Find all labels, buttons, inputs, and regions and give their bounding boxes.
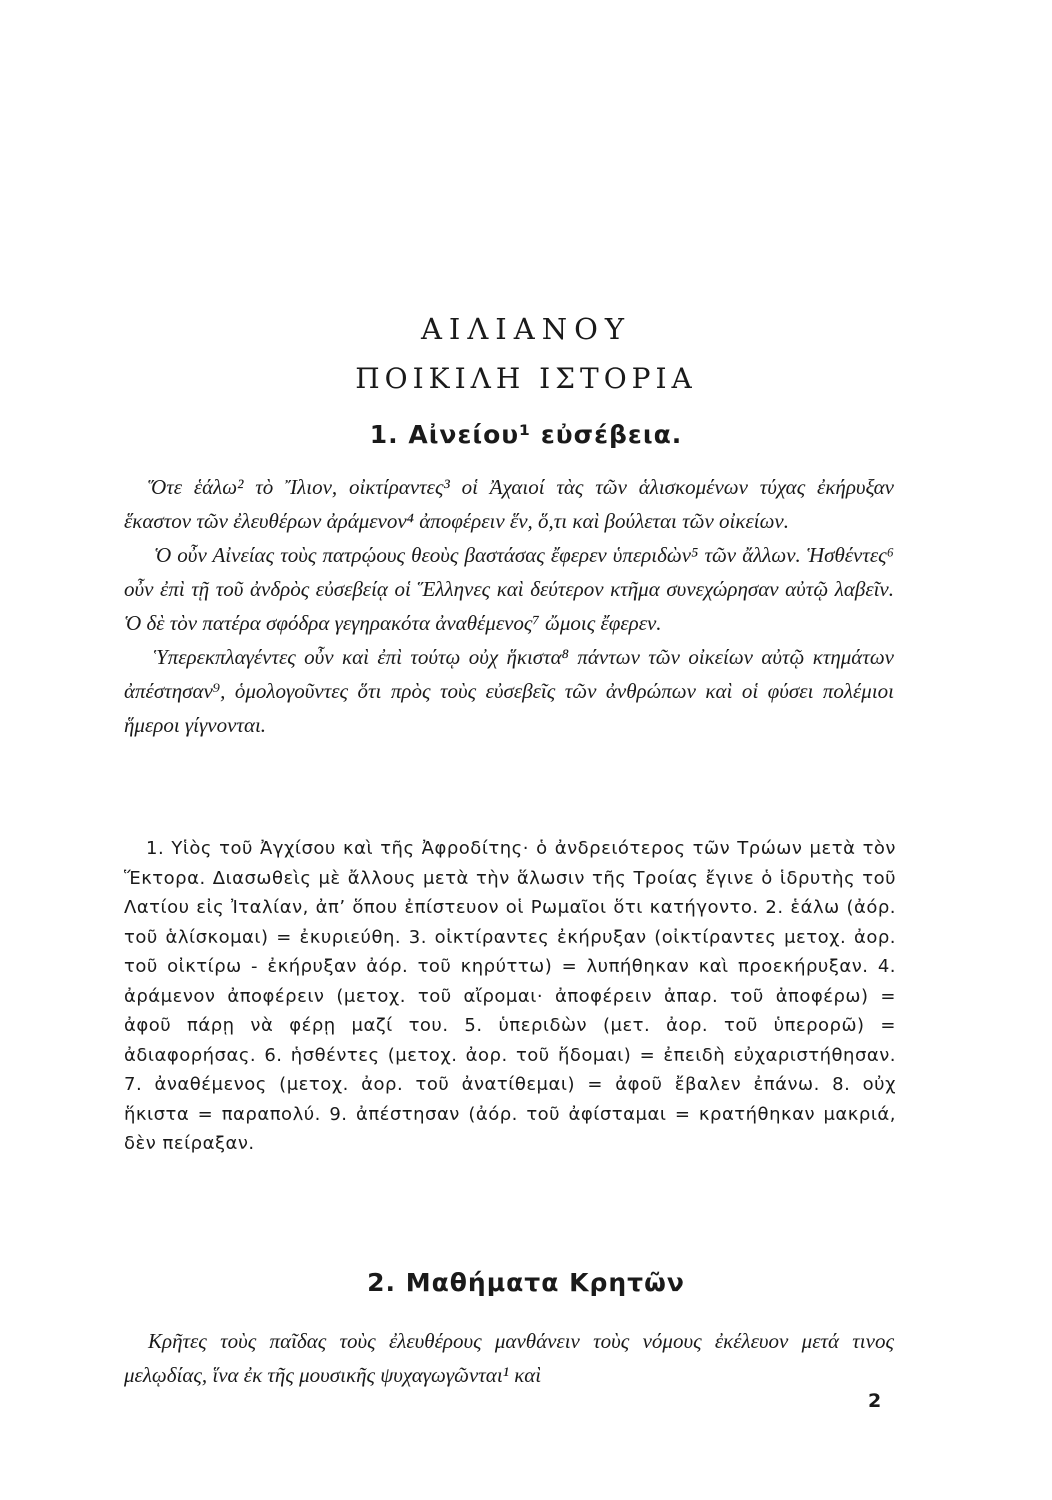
paragraph: Ὁ οὖν Αἰνείας τοὺς πατρῴους θεοὺς βαστάσας ἔφερεν ὑπεριδὼν⁵ τῶν ἄλλων. Ἡσθέντες⁶ οὖν ἐπὶ τῇ τοῦ ἀνδρὸς εὐσεβείᾳ οἱ Ἕλληνες καὶ δεύτερον κτῆμα συνεχώρησαν αὐτῷ λαβεῖν. Ὁ δὲ τὸν πατέρα σφόδρα γεγηρακότα ἀναθέμενος⁷ ὤμοις ἔφερεν.	[124, 543, 894, 635]
paragraph: Ὑπερεκπλαγέντες οὖν καὶ ἐπὶ τούτῳ οὐχ ἥκιστα⁸ πάντων τῶν οἰκείων αὐτῷ κτημάτων ἀπέστησαν⁹, ὁμολογοῦντες ὅτι πρὸς τοὺς εὐσεβεῖς τῶν ἀνθρώπων καὶ οἱ φύσει πολέμιοι ἥμεροι γίγνονται.	[124, 645, 894, 737]
page-number: 2	[868, 1390, 882, 1412]
notes-paragraph: 1. Υἱὸς τοῦ Ἀγχίσου καὶ τῆς Ἀφροδίτης· ὁ ἀνδρειότερος τῶν Τρώων μετὰ τὸν Ἕκτορα. Διασωθεὶς μὲ ἄλλους μετὰ τὴν ἅλωσιν τῆς Τροίας ἔγινε ὁ ἱδρυτὴς τοῦ Λατίου εἰς Ἰταλίαν, ἀπ’ ὅπου ἐπίστευον οἱ Ρωμαῖοι ὅτι κατήγοντο. 2. ἑάλω (ἀόρ. τοῦ ἁλίσκομαι) = ἐκυριεύθη. 3. οἰκτίραντες ἐκήρυξαν (οἰκτίραντες μετοχ. ἀορ. τοῦ οἰκτίρω - ἐκήρυξαν ἀόρ. τοῦ κηρύττω) = λυπήθηκαν καὶ προεκήρυξαν. 4. ἀράμενον ἀποφέρειν (μετοχ. τοῦ αἴρομαι· ἀποφέρειν ἀπαρ. τοῦ ἀποφέρω) = ἀφοῦ πάρῃ νὰ φέρῃ μαζί του. 5. ὑπεριδὼν (μετ. ἀορ. τοῦ ὑπερορῶ) = ἀδιαφορήσας. 6. ἡσθέντες (μετοχ. ἀορ. τοῦ ἥδομαι) = ἐπειδὴ εὐχαριστήθησαν. 7. ἀναθέμενος (μετοχ. ἀορ. τοῦ ἀνατίθεμαι) = ἀφοῦ ἔβαλεν ἐπάνω. 8. οὐχ ἥκιστα = παραπολύ. 9. ἀπέστησαν (ἀόρ. τοῦ ἀφίσταμαι = κρατήθηκαν μακριά, δὲν πείραξαν.	[124, 838, 896, 1154]
paragraph: Ὅτε ἑάλω² τὸ Ἴλιον, οἰκτίραντες³ οἱ Ἀχαιοί τὰς τῶν ἁλισκομένων τύχας ἐκήρυξαν ἕκαστον τῶν ἐλευθέρων ἀράμενον⁴ ἀποφέρειν ἕν, ὅ,τι καὶ βούλεται τῶν οἰκείων.	[124, 475, 894, 533]
chapter-1-title: 1. Αἰνείου¹ εὐσέβεια.	[369, 420, 683, 449]
author-heading: ΑΙΛΙΑΝΟΥ	[420, 312, 632, 346]
chapter-2-text	[124, 1324, 894, 1392]
chapter-1-text	[124, 470, 894, 742]
work-title: ΠΟΙΚΙΛΗ ΙΣΤΟΡΙΑ	[355, 362, 697, 395]
chapter-2-title: 2. Μαθήματα Κρητῶν	[367, 1268, 685, 1297]
paragraph: Κρῆτες τοὺς παῖδας τοὺς ἐλευθέρους μανθάνειν τοὺς νόμους ἐκέλευον μετά τινος μελῳδίας, ἵνα ἐκ τῆς μουσικῆς ψυχαγωγῶνται¹ καὶ	[124, 1329, 894, 1387]
chapter-1-notes	[124, 834, 896, 1159]
